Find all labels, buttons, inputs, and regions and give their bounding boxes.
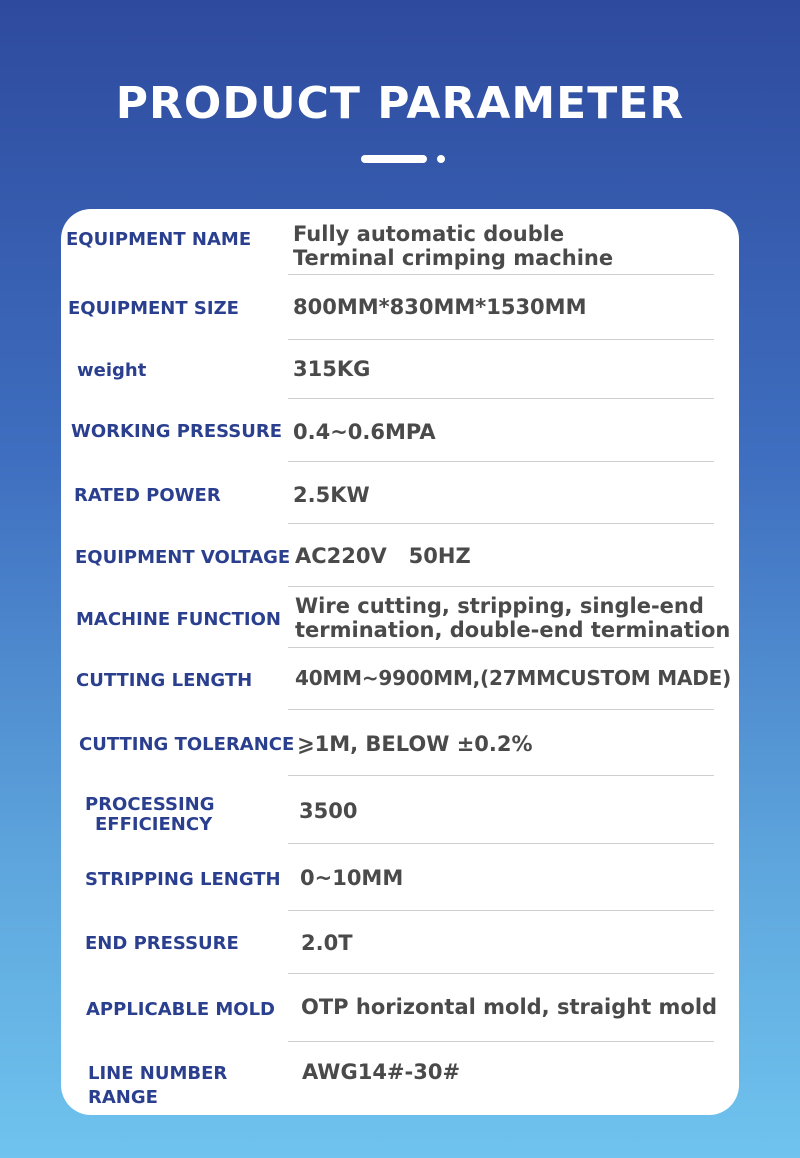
parameter-card: [61, 209, 739, 1115]
divider: [288, 461, 714, 462]
param-label-equipment-name: EQUIPMENT NAME: [66, 229, 252, 250]
divider: [288, 1041, 714, 1042]
divider: [288, 647, 714, 648]
param-value-machine-function-line2: termination, double-end termination: [295, 618, 731, 642]
param-value-applicable-mold: OTP horizontal mold, straight mold: [301, 995, 718, 1019]
title-dot: [437, 155, 445, 163]
param-label-machine-function: MACHINE FUNCTION: [76, 609, 281, 630]
param-label-line-number-range-line2: RANGE: [88, 1087, 158, 1108]
title-underline: [361, 155, 427, 163]
divider: [288, 398, 714, 399]
divider: [288, 843, 714, 844]
param-label-weight: weight: [77, 360, 147, 381]
param-label-equipment-size: EQUIPMENT SIZE: [68, 298, 239, 319]
param-label-stripping-length: STRIPPING LENGTH: [85, 869, 281, 890]
divider: [288, 973, 714, 974]
param-value-processing-efficiency: 3500: [299, 799, 358, 823]
param-label-cutting-length: CUTTING LENGTH: [76, 670, 253, 691]
param-value-stripping-length: 0~10MM: [300, 866, 404, 890]
param-value-equipment-name-line2: Terminal crimping machine: [293, 246, 614, 270]
param-value-equipment-voltage: AC220V 50HZ: [295, 544, 471, 568]
divider: [288, 709, 714, 710]
param-label-rated-power: RATED POWER: [74, 485, 221, 506]
page-title: PRODUCT PARAMETER: [115, 78, 685, 129]
param-label-processing-efficiency: PROCESSING: [85, 794, 215, 815]
param-value-rated-power: 2.5KW: [293, 483, 370, 507]
param-value-working-pressure: 0.4~0.6MPA: [293, 420, 436, 444]
param-label-equipment-voltage: EQUIPMENT VOLTAGE: [75, 547, 291, 568]
param-value-weight: 315KG: [293, 357, 371, 381]
param-value-line-number-range: AWG14#-30#: [302, 1060, 461, 1084]
divider: [288, 586, 714, 587]
divider: [288, 910, 714, 911]
param-value-end-pressure: 2.0T: [301, 931, 353, 955]
param-value-equipment-name: Fully automatic double: [293, 222, 565, 246]
param-label-line-number-range: LINE NUMBER: [88, 1063, 228, 1084]
param-label-cutting-tolerance: CUTTING TOLERANCE: [79, 734, 295, 755]
param-label-processing-efficiency-line2: EFFICIENCY: [95, 814, 213, 835]
divider: [288, 523, 714, 524]
param-value-equipment-size: 800MM*830MM*1530MM: [293, 295, 587, 319]
param-value-cutting-tolerance: ⩾1M, BELOW ±0.2%: [297, 732, 533, 756]
param-label-working-pressure: WORKING PRESSURE: [71, 421, 283, 442]
divider: [288, 274, 714, 275]
divider: [288, 339, 714, 340]
param-value-machine-function: Wire cutting, stripping, single-end: [295, 594, 704, 618]
param-label-applicable-mold: APPLICABLE MOLD: [86, 999, 275, 1020]
param-value-cutting-length: 40MM~9900MM,(27MMCUSTOM MADE): [295, 666, 732, 690]
param-label-end-pressure: END PRESSURE: [85, 933, 239, 954]
divider: [288, 775, 714, 776]
